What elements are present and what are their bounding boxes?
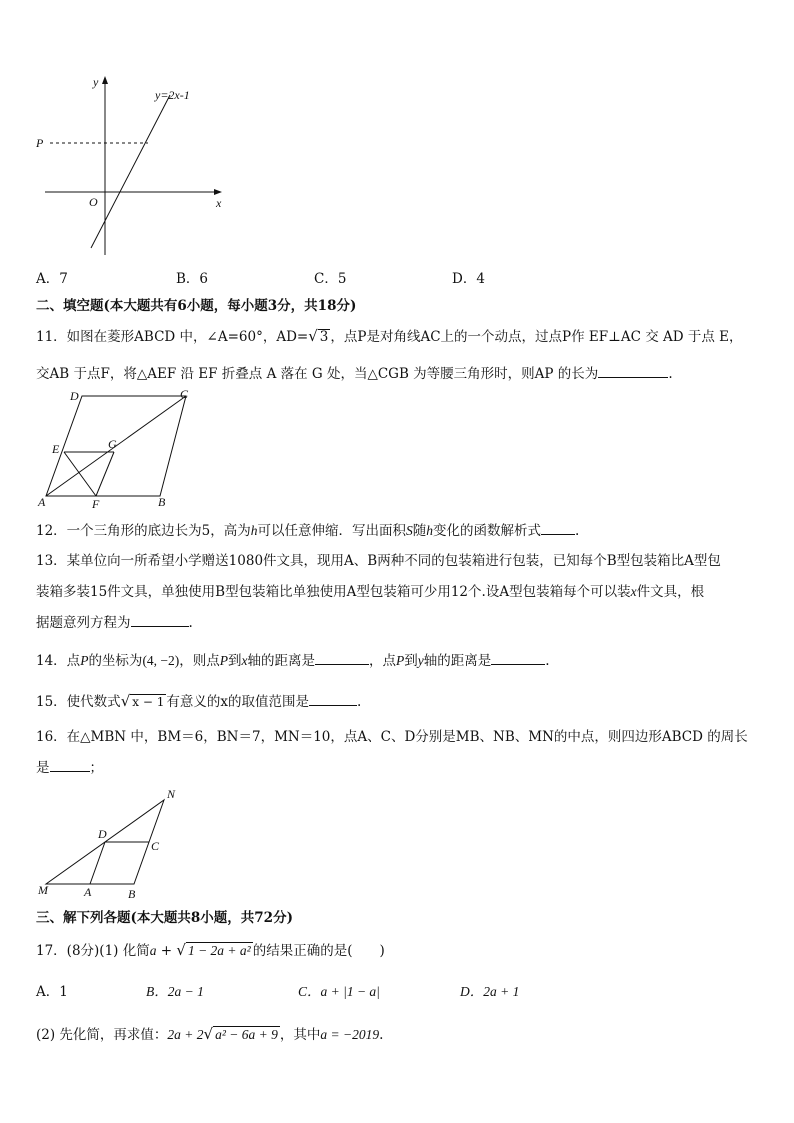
sqrt-symbol: √ [203, 1025, 214, 1043]
q13-answer-blank[interactable] [131, 612, 189, 627]
linear-function-graph [30, 70, 250, 260]
q14-text-a: 14．点 [36, 653, 81, 669]
section3-heading: 三、解下列各题(本大题共8小题，共72分) [36, 910, 293, 926]
q12-var-s: S [406, 523, 413, 538]
q17-expr2-prefix: 2a + 2 [167, 1027, 204, 1042]
q12-end: . [575, 523, 580, 539]
q12-text-c: 随 [412, 523, 427, 539]
q10-option-a[interactable]: A．7 [36, 271, 68, 287]
label-f: F [92, 497, 100, 510]
label-d: D [98, 827, 107, 841]
q17-radicand-1: 1 − 2a + a² [187, 943, 251, 958]
line-y-2x-1 [91, 95, 170, 248]
sqrt-symbol: √ [120, 692, 131, 710]
label-m: M [38, 883, 48, 897]
q13-text-a: 装箱多装15件文具，单独使用B型包装箱比单独使用A型包装箱可少用12个.设A型包装箱每个可以装 [36, 584, 631, 600]
q14-var-x: x [241, 653, 248, 668]
q14-line [36, 650, 550, 671]
q17-text-c: (2) 先化简，再求值： [36, 1027, 168, 1043]
q15-line [36, 691, 361, 712]
q13-line2 [36, 582, 704, 602]
label-a: A [38, 495, 46, 509]
label-a: A [84, 885, 92, 899]
line-label: y=2x-1 [155, 88, 190, 102]
q14-end: . [545, 653, 550, 669]
q14-coordinate: (4, −2) [142, 653, 180, 668]
q14-var-p1: P [80, 653, 89, 668]
q12-answer-blank[interactable] [541, 520, 575, 535]
q12-var-h1: h [250, 523, 258, 538]
q11-radicand: 3 [319, 329, 329, 345]
label-n: N [167, 787, 176, 801]
q11-line2 [36, 363, 673, 384]
q16-answer-blank[interactable] [50, 757, 90, 772]
q17-text-a: 17．(8分)(1) 化简 [36, 943, 150, 959]
origin-label: O [89, 195, 98, 209]
q17-part2 [36, 1024, 383, 1045]
q17-option-b[interactable]: B．2a − 1 [146, 984, 204, 999]
q13-var-x: x [630, 584, 637, 599]
q16-line2 [36, 757, 103, 778]
label-g: G [108, 437, 117, 451]
section2-heading: 二、填空题(本大题共有6小题，每小题3分，共18分) [36, 298, 357, 314]
q16-end: ； [89, 760, 103, 776]
q11-end: . [668, 366, 673, 382]
label-c: C [180, 387, 189, 401]
q11-text-b: ，点P是对角线AC上的一个动点，过点P作 EF⊥AC 交 AD 于点 E， [330, 329, 743, 345]
q12-text-a: 12．一个三角形的底边长为5，高为 [36, 523, 251, 539]
q15-radicand: x − 1 [132, 695, 165, 709]
y-axis-arrow [102, 76, 108, 84]
y-axis-label: y [93, 75, 99, 89]
q17-option-d[interactable]: D．2a + 1 [460, 984, 520, 999]
q14-var-p3: P [396, 653, 405, 668]
q14-text-e: 轴的距离是 [247, 653, 316, 669]
q17-option-c[interactable]: C．a + |1 − a| [298, 984, 380, 999]
q11-answer-blank[interactable] [598, 363, 668, 378]
q14-var-y: y [417, 653, 424, 668]
q17-value: a = −2019 [320, 1027, 380, 1042]
q12-var-h2: h [426, 523, 434, 538]
label-b: B [128, 887, 136, 901]
sqrt-symbol: √ [308, 327, 318, 345]
q15-text-b: 有意义的x的取值范围是 [166, 694, 309, 710]
q15-end: . [356, 694, 362, 710]
q15-answer-blank[interactable] [309, 691, 357, 706]
label-c: C [151, 839, 160, 853]
label-d: D [70, 389, 79, 403]
q17-text-b: 的结果正确的是( ) [252, 943, 385, 959]
sqrt-symbol: √ [176, 941, 186, 959]
q14-var-p2: P [219, 653, 229, 668]
q13-line1: 13．某单位向一所希望小学赠送1080件文具，现用A、B两种不同的包装箱进行包装，已知每个B型包装箱比A型包 [36, 553, 721, 569]
q14-answer-blank-2[interactable] [491, 650, 545, 665]
q11-line1 [36, 326, 743, 347]
q13-text-c: 据题意列方程为 [36, 615, 131, 631]
q10-option-d[interactable]: D．4 [452, 271, 485, 287]
q12-line [36, 520, 579, 541]
q13-text-b: 件文具，根 [636, 584, 705, 600]
q14-answer-blank-1[interactable] [315, 650, 369, 665]
label-e: E [52, 442, 60, 456]
q11-text-a: 11．如图在菱形ABCD 中，∠A=60°，AD= [36, 329, 309, 345]
label-b: B [158, 495, 166, 509]
q14-text-f: ，点 [369, 653, 397, 669]
q10-option-b[interactable]: B．6 [176, 271, 209, 287]
q17-text-d: ，其中 [279, 1027, 321, 1043]
q12-text-b: 可以任意伸缩．写出面积 [257, 523, 407, 539]
q17-option-a[interactable]: A．1 [36, 984, 68, 1000]
q15-text-a: 15．使代数式 [36, 694, 121, 710]
q14-text-g: 到 [404, 653, 418, 669]
q13-line3 [36, 612, 193, 633]
q17-part1 [36, 940, 385, 961]
segment-ef [64, 452, 96, 496]
x-axis-label: x [216, 196, 222, 210]
q14-text-c: ，则点 [179, 653, 220, 669]
q10-option-c[interactable]: C．5 [314, 271, 347, 287]
triangle-figure [34, 784, 194, 904]
q12-text-d: 变化的函数解析式 [433, 523, 542, 539]
q17-end: . [379, 1027, 384, 1043]
x-axis-arrow [214, 189, 222, 195]
point-p-label: P [36, 136, 44, 150]
segment-da [90, 842, 105, 884]
q17-plus: + [156, 943, 177, 959]
q16-text-b: 是 [36, 760, 50, 776]
q17-var-a: a [149, 943, 157, 958]
q17-radicand-2: a² − 6a + 9 [215, 1027, 278, 1042]
q11-text-c: 交AB 于点F，将△AEF 沿 EF 折叠点 A 落在 G 处，当△CGB 为等腰三角形时，则AP 的长为 [36, 366, 599, 382]
q14-text-b: 的坐标为 [88, 653, 143, 669]
q14-text-h: 轴的距离是 [423, 653, 492, 669]
q13-end: . [188, 615, 193, 631]
rhombus-figure [34, 386, 204, 510]
q14-text-d: 到 [228, 653, 242, 669]
q16-line1: 16．在△MBN 中，BM＝6，BN＝7，MN＝10，点A、C、D分别是MB、NB、MN的中点，则四边形ABCD 的周长 [36, 729, 748, 745]
